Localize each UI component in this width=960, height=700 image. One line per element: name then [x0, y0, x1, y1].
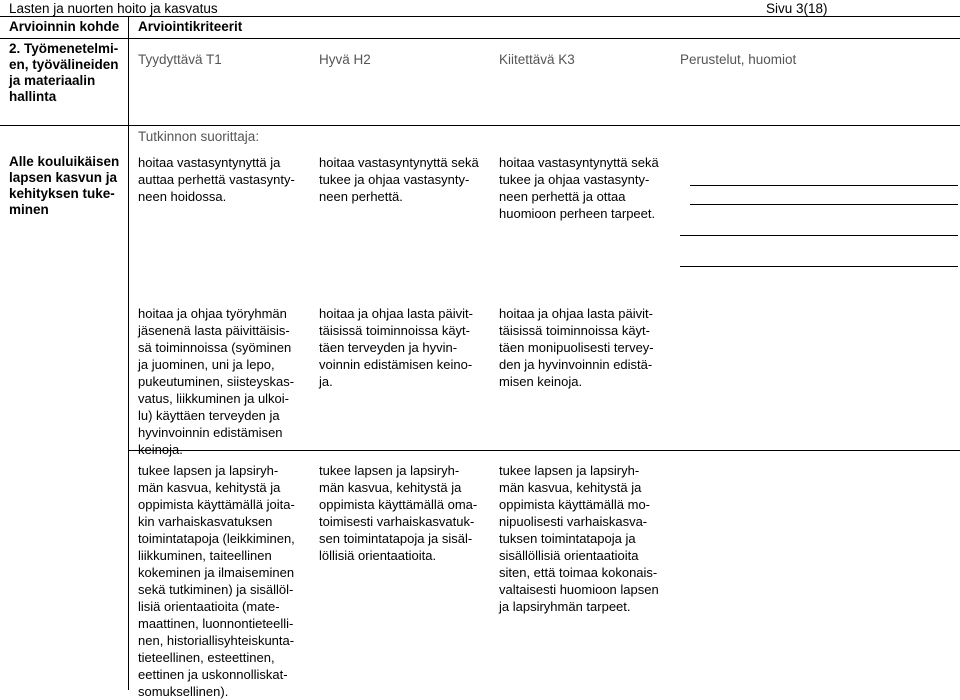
notes-header: Perustelut, huomiot	[680, 52, 797, 67]
criteria-k3-row1: hoitaa vastasyntynyttä sekä tukee ja ohjaa vastasynty- neen perhettä ja ottaa huomioon perheen tarpeet.	[499, 155, 659, 221]
column-header-criteria: Arviointikriteerit	[138, 19, 243, 34]
section-title: 2. Työmenetelmi- en, työvälineiden ja materiaalin hallinta	[9, 41, 119, 104]
table-rule	[0, 125, 960, 126]
criteria-h2-row2: hoitaa ja ohjaa lasta päivit- täisissä toiminnoissa käyt- täen terveyden ja hyvin- voinnin edistämisen keino- ja.	[319, 306, 473, 389]
criteria-t1-row2: hoitaa ja ohjaa työryhmän jäsenenä lasta päivittäisis- sä toiminnoissa (syöminen ja juominen, uni ja lepo, pukeutuminen, siisteyskas- vatus, liikkuminen ja ulkoi- lu) käyttäen terveyden ja hyvinvoinnin edistämisen keinoja.	[138, 306, 295, 457]
document-title: Lasten ja nuorten hoito ja kasvatus	[9, 1, 218, 16]
notes-blank-line	[680, 235, 958, 236]
column-header-target: Arvioinnin kohde	[9, 19, 120, 34]
row-label: Alle kouluikäisen lapsen kasvun ja kehityksen tuke- minen	[9, 154, 120, 217]
criteria-t1-row1: hoitaa vastasyntynyttä ja auttaa perhettä vastasynty- neen hoidossa.	[138, 155, 295, 204]
table-rule	[0, 38, 960, 39]
grade-h2-header: Hyvä H2	[319, 52, 371, 67]
criteria-k3-row3: tukee lapsen ja lapsiryh- män kasvua, kehitystä ja oppimista käyttämällä mo- nipuolisesti varhaiskasva- tuksen toimintatapoja ja sisällöllisiä orientaatioita siten, että toimaa kokonais- valtaisesti huomioon lapsen ja lapsiryhmän tarpeet.	[499, 463, 659, 614]
notes-blank-line	[680, 266, 958, 267]
criteria-t1-row3: tukee lapsen ja lapsiryh- män kasvua, kehitystä ja oppimista käyttämällä joita- kin varhaiskasvatuksen toimintatapoja (leikkiminen, liikkuminen, taiteellinen kokeminen ja ilmaiseminen sekä tutkiminen) ja sisällöl- lisiä orientaatioita (mate- maattinen, luonnontieteelli- nen, historiallisyhteiskunta- tieteellinen, esteettinen, eettinen ja uskonnolliskat- somuksellinen).	[138, 463, 295, 699]
header-rule	[0, 16, 960, 17]
performer-label: Tutkinnon suorittaja:	[138, 129, 260, 144]
grade-k3-header: Kiitettävä K3	[499, 52, 575, 67]
criteria-k3-row2: hoitaa ja ohjaa lasta päivit- täisissä toiminnoissa käyt- täen monipuolisesti tervey- den ja hyvinvoinnin edistä- misen keinoja.	[499, 306, 654, 389]
criteria-h2-row3: tukee lapsen ja lapsiryh- män kasvua, kehitystä ja oppimista käyttämällä oma- toimisesti varhaiskasvatuk- sen toimintatapoja ja sisäl- löllisiä orientaatioita.	[319, 463, 478, 563]
page-number: Sivu 3(18)	[766, 1, 828, 16]
notes-blank-line	[690, 185, 958, 186]
table-rule	[128, 16, 129, 690]
criteria-h2-row1: hoitaa vastasyntynyttä sekä tukee ja ohjaa vastasynty- neen perhettä.	[319, 155, 479, 204]
grade-t1-header: Tyydyttävä T1	[138, 52, 222, 67]
notes-blank-line	[690, 204, 958, 205]
